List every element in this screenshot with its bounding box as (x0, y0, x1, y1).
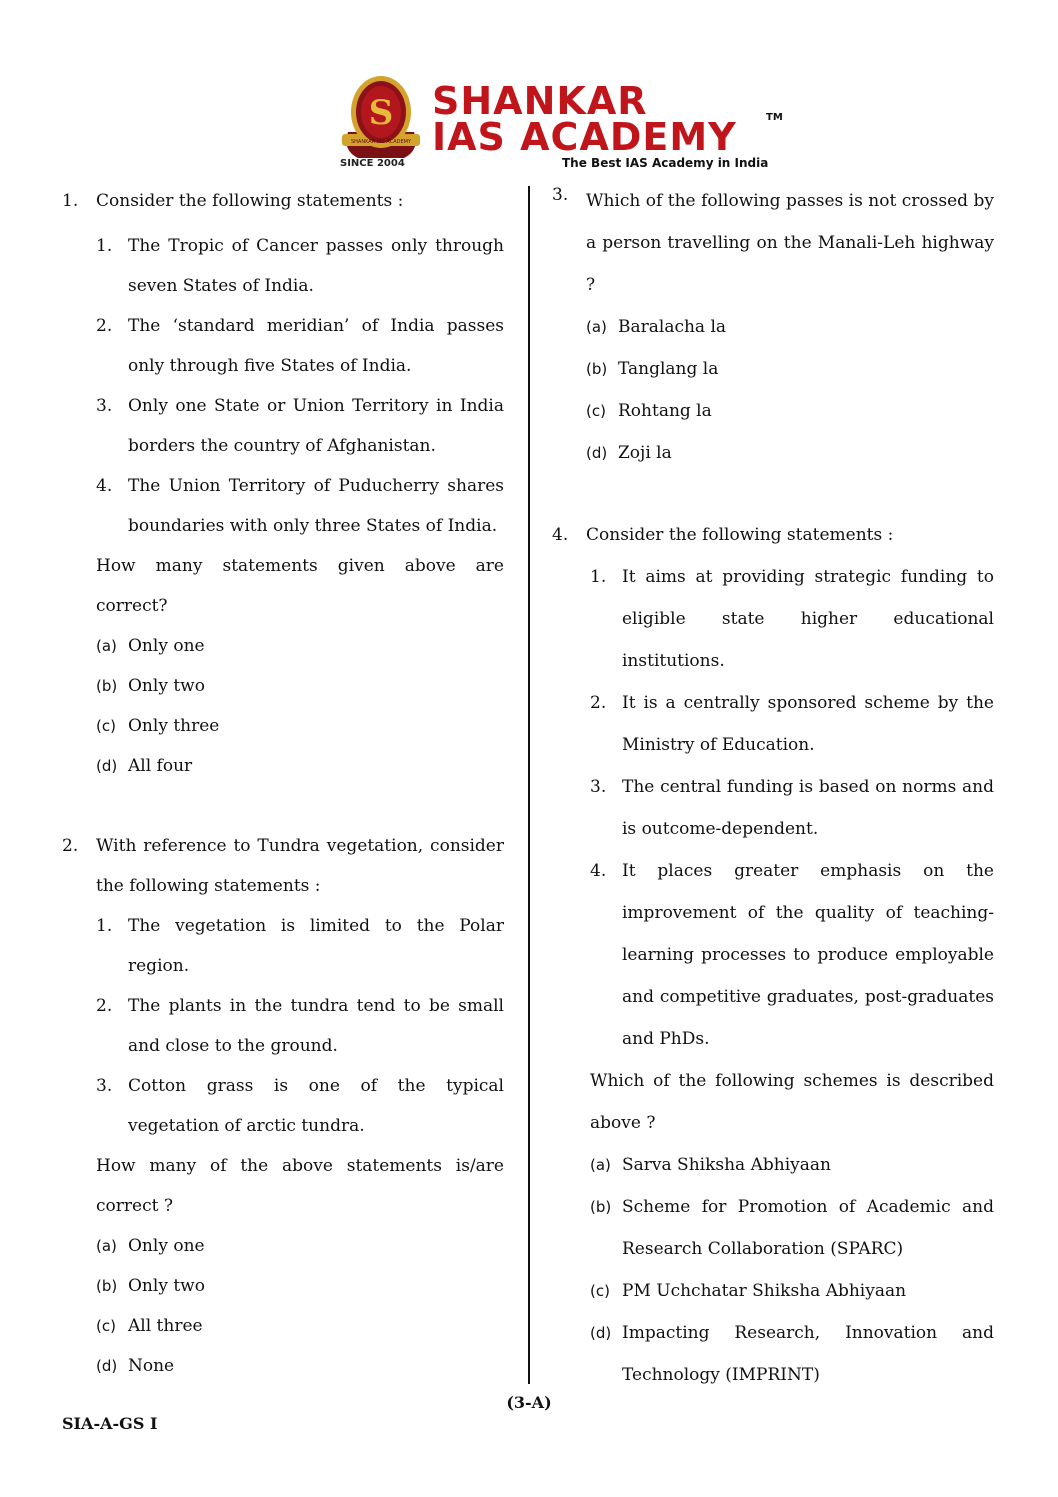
statement-number: 4. (590, 861, 607, 881)
seal-ribbon-text: SHANKAR IAS ACADEMY (350, 139, 412, 145)
brand-name-line2: IAS ACADEMY (432, 115, 737, 159)
option-item[interactable] (586, 348, 994, 390)
option-item[interactable] (96, 666, 504, 706)
statement-item (96, 1066, 504, 1146)
statement-text: The Union Territory of Puducherry shares boundaries with only three States of India. (128, 476, 504, 536)
option-item[interactable] (586, 306, 994, 348)
statement-number: 1. (96, 916, 113, 936)
question-3 (552, 180, 994, 474)
statement-item (590, 766, 994, 850)
statement-item (590, 682, 994, 766)
statement-text: It aims at providing strategic funding to eligible state higher educational institutions. (622, 567, 994, 671)
question-ask: Which of the following schemes is described above ? (590, 1071, 994, 1133)
option-item[interactable] (96, 1306, 504, 1346)
option-label: (b) (586, 360, 608, 378)
option-text: Zoji la (618, 443, 672, 463)
page-number: (3-A) (506, 1393, 552, 1412)
option-text: Only three (128, 716, 220, 736)
question-1 (62, 186, 504, 786)
statement-item (96, 466, 504, 546)
option-label: (a) (96, 1237, 117, 1255)
option-label: (c) (590, 1282, 610, 1300)
question-2 (62, 826, 504, 1386)
option-text: Impacting Research, Innovation and Technology (IMPRINT) (622, 1323, 994, 1385)
option-item[interactable] (586, 390, 994, 432)
option-item[interactable] (590, 1312, 994, 1396)
statement-item (96, 306, 504, 386)
option-item[interactable] (96, 626, 504, 666)
question-stem: With reference to Tundra vegetation, consider the following statements : (96, 836, 504, 896)
statement-text: It places greater emphasis on the improvement of the quality of teaching-learning processes to produce employable and competitive graduates, post-graduates and PhDs. (622, 861, 994, 1049)
paper-code: SIA-A-GS I (62, 1414, 158, 1433)
option-label: (c) (586, 402, 606, 420)
statement-number: 3. (96, 1076, 113, 1096)
statement-item (96, 386, 504, 466)
option-text: Scheme for Promotion of Academic and Research Collaboration (SPARC) (622, 1197, 994, 1259)
statement-text: The central funding is based on norms and is outcome-dependent. (622, 777, 994, 839)
statement-number: 1. (96, 236, 113, 256)
option-item[interactable] (96, 1266, 504, 1306)
question-stem: Consider the following statements : (586, 525, 894, 545)
statement-number: 3. (590, 777, 607, 797)
option-label: (b) (96, 1277, 118, 1295)
option-text: Only two (128, 1276, 205, 1296)
statement-item (96, 986, 504, 1066)
question-number: 4. (552, 525, 569, 545)
option-item[interactable] (590, 1270, 994, 1312)
statement-item (590, 556, 994, 682)
right-column (552, 186, 994, 1396)
option-label: (b) (96, 677, 118, 695)
statement-number: 2. (590, 693, 607, 713)
statement-item (590, 850, 994, 1060)
statement-text: The Tropic of Cancer passes only through seven States of India. (128, 236, 504, 296)
option-label: (c) (96, 717, 116, 735)
question-number: 1. (62, 191, 79, 211)
option-label: (d) (590, 1324, 612, 1342)
brand-name-line1: SHANKAR (432, 79, 648, 123)
academy-seal-icon (336, 72, 426, 172)
question-ask: How many statements given above are correct? (96, 556, 504, 616)
question-number: 2. (62, 836, 79, 856)
since-year: SINCE 2004 (340, 158, 405, 169)
option-label: (a) (590, 1156, 611, 1174)
option-label: (a) (586, 318, 607, 336)
option-label: (c) (96, 1317, 116, 1335)
option-text: Only one (128, 636, 205, 656)
option-label: (d) (586, 444, 608, 462)
statement-text: The vegetation is limited to the Polar region. (128, 916, 504, 976)
option-item[interactable] (590, 1186, 994, 1270)
statement-number: 1. (590, 567, 607, 587)
question-ask: How many of the above statements is/are correct ? (96, 1156, 504, 1216)
option-text: Sarva Shiksha Abhiyaan (622, 1155, 831, 1175)
option-item[interactable] (96, 746, 504, 786)
option-label: (d) (96, 1357, 118, 1375)
statement-number: 3. (96, 396, 113, 416)
option-text: All three (128, 1316, 203, 1336)
question-number: 3. (552, 185, 569, 205)
option-label: (b) (590, 1198, 612, 1216)
option-text: All four (128, 756, 193, 776)
option-item[interactable] (590, 1144, 994, 1186)
column-divider (528, 186, 530, 1384)
option-text: Rohtang la (618, 401, 712, 421)
question-stem: Which of the following passes is not crossed by a person travelling on the Manali-Leh highway ? (586, 191, 994, 295)
statement-text: The ‘standard meridian’ of India passes only through five States of India. (128, 316, 504, 376)
statement-number: 2. (96, 996, 113, 1016)
option-item[interactable] (96, 706, 504, 746)
statement-number: 2. (96, 316, 113, 336)
option-label: (a) (96, 637, 117, 655)
statement-number: 4. (96, 476, 113, 496)
option-item[interactable] (96, 1226, 504, 1266)
option-text: PM Uchchatar Shiksha Abhiyaan (622, 1281, 907, 1301)
statement-text: It is a centrally sponsored scheme by the Ministry of Education. (622, 693, 994, 755)
option-text: Only two (128, 676, 205, 696)
brand-tagline: The Best IAS Academy in India (562, 156, 769, 170)
statement-text: Cotton grass is one of the typical vegetation of arctic tundra. (128, 1076, 504, 1136)
question-stem: Consider the following statements : (96, 191, 404, 211)
seal-letter: S (368, 93, 394, 133)
academy-logo (336, 72, 786, 172)
option-item[interactable] (586, 432, 994, 474)
trademark-symbol: TM (766, 112, 783, 123)
statement-text: The plants in the tundra tend to be small and close to the ground. (128, 996, 504, 1056)
statement-text: Only one State or Union Territory in India borders the country of Afghanistan. (128, 396, 504, 456)
statement-item (96, 226, 504, 306)
statement-item (96, 906, 504, 986)
option-text: Baralacha la (618, 317, 727, 337)
option-label: (d) (96, 757, 118, 775)
option-text: Tanglang la (618, 359, 719, 379)
option-item[interactable] (96, 1346, 504, 1386)
option-text: None (128, 1356, 175, 1376)
question-4 (552, 514, 994, 1396)
option-text: Only one (128, 1236, 205, 1256)
left-column (62, 186, 504, 1386)
